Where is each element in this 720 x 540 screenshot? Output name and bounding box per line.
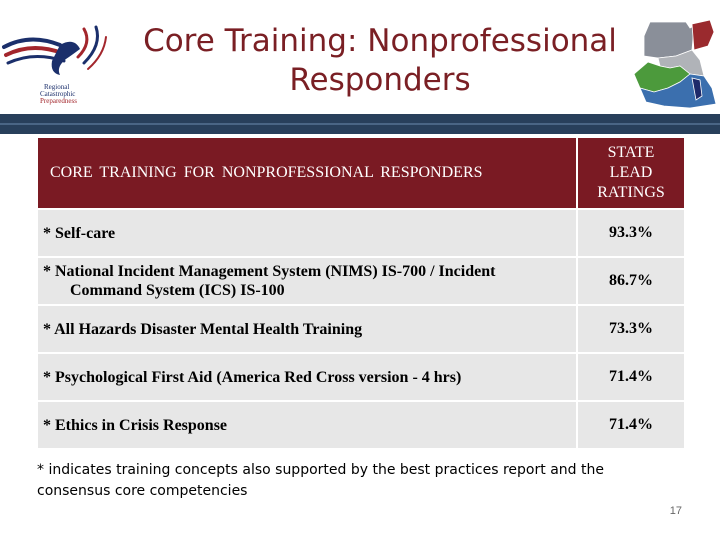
logo-text-3: Preparedness bbox=[40, 97, 77, 105]
training-cell bbox=[37, 257, 577, 305]
rating-cell: 73.3% bbox=[577, 305, 685, 353]
rating-cell: 71.4% bbox=[577, 353, 685, 401]
rating-cell: 93.3% bbox=[577, 209, 685, 257]
title-divider-band bbox=[0, 114, 720, 134]
table-row bbox=[37, 257, 685, 305]
footnote: * indicates training concepts also supported by the best practices report and the consensus core competencies bbox=[37, 462, 604, 499]
training-line-2: Command System (ICS) IS-100 bbox=[70, 282, 285, 299]
page-title: Core Training: Nonprofessional Responders bbox=[143, 23, 617, 98]
table-row bbox=[37, 305, 685, 353]
training-line-1: * National Incident Management System (NIMS) IS-700 / Incident bbox=[43, 263, 496, 280]
table-row bbox=[37, 209, 685, 257]
training-cell: * All Hazards Disaster Mental Health Training bbox=[37, 305, 577, 353]
training-cell: * Self-care bbox=[37, 209, 577, 257]
training-cell: * Ethics in Crisis Response bbox=[37, 401, 577, 449]
region-map-icon bbox=[630, 16, 720, 114]
header-rating-line-2: LEAD bbox=[609, 164, 653, 181]
header-rating-line-1: STATE bbox=[607, 144, 655, 161]
table-row bbox=[37, 401, 685, 449]
eagle-logo-icon bbox=[0, 15, 120, 105]
rating-cell: 71.4% bbox=[577, 401, 685, 449]
table-row bbox=[37, 353, 685, 401]
header-rating-line-3: RATINGS bbox=[597, 184, 665, 201]
training-cell: * Psychological First Aid (America Red Cross version - 4 hrs) bbox=[37, 353, 577, 401]
logo-text-2: Catastrophic bbox=[40, 90, 76, 98]
logo-text-1: Regional bbox=[44, 83, 70, 91]
header-training: CORE TRAINING FOR NONPROFESSIONAL RESPONDERS bbox=[37, 137, 577, 209]
rating-cell: 86.7% bbox=[577, 257, 685, 305]
training-ratings-table bbox=[36, 136, 686, 450]
header-rating bbox=[577, 137, 685, 209]
page-number: 17 bbox=[669, 505, 682, 517]
divider-stripe bbox=[0, 123, 720, 125]
table-header-row bbox=[37, 137, 685, 209]
